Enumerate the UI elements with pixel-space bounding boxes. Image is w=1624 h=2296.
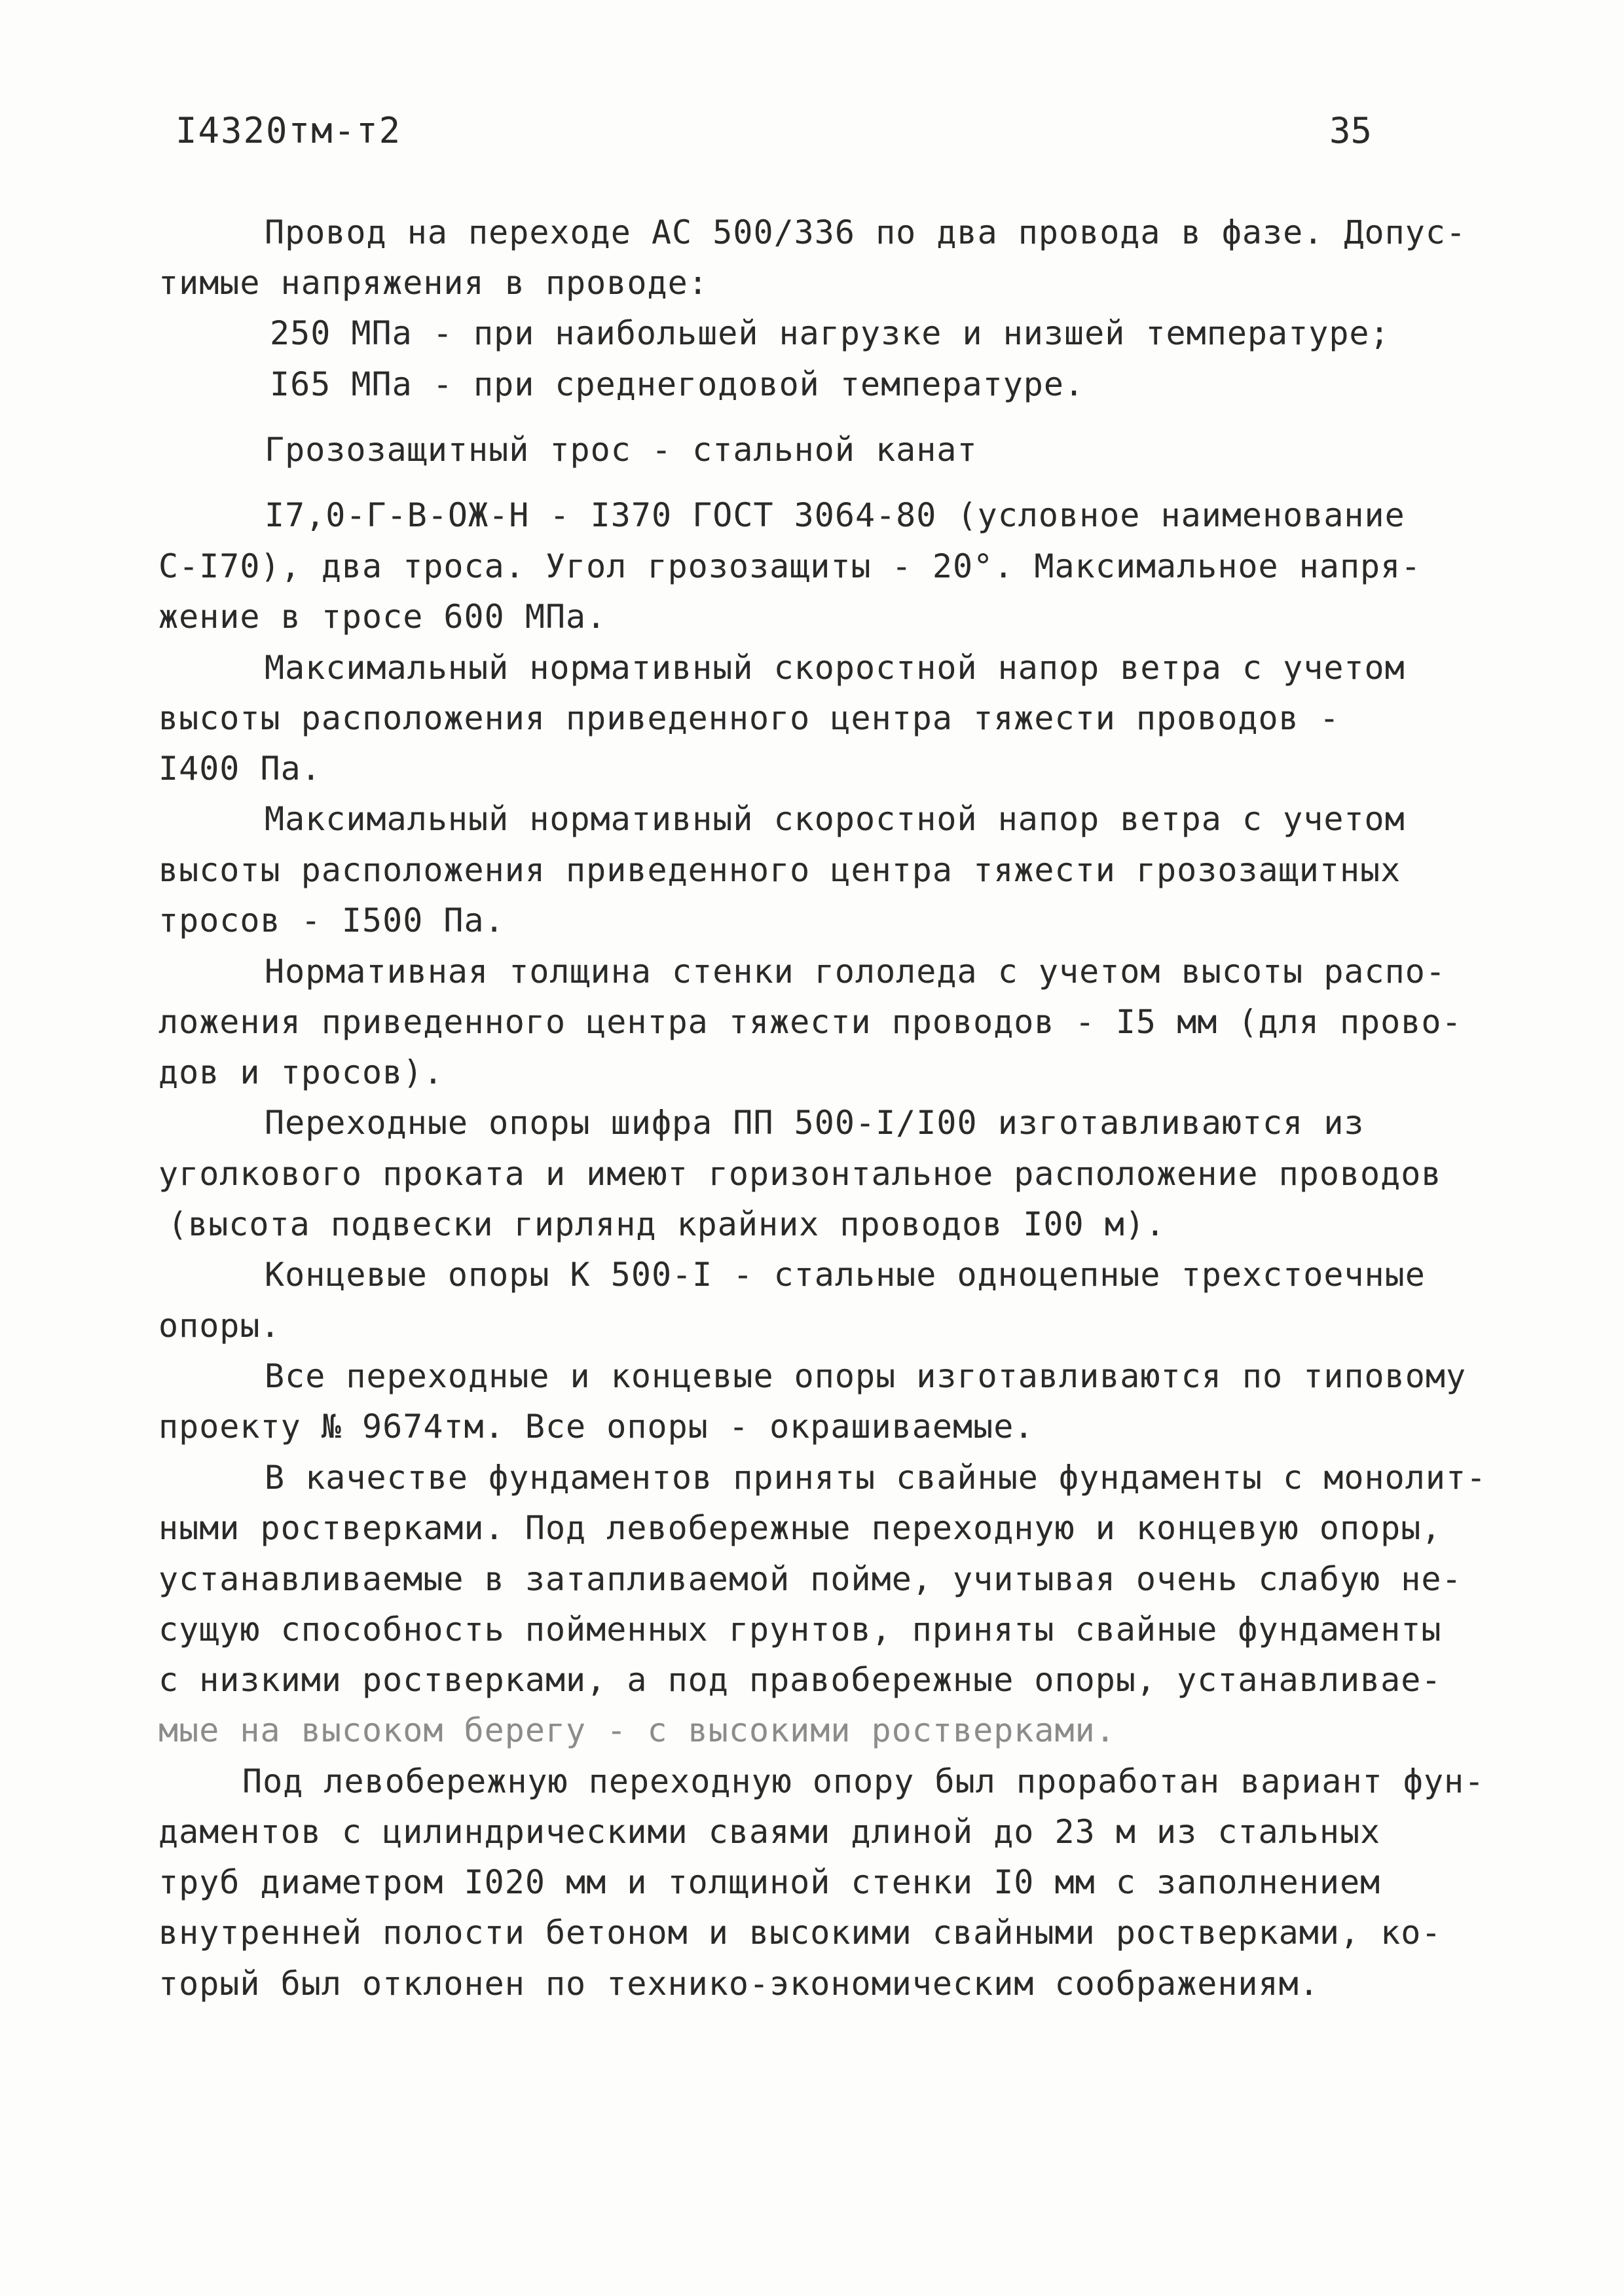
text-line: Все переходные и концевые опоры изготавливаются по типовому xyxy=(265,1357,1467,1395)
text-line: жение в тросе 600 МПа. xyxy=(158,598,607,636)
text-line: внутренней полости бетоном и высокими свайными ростверками, ко- xyxy=(158,1914,1442,1952)
text-line: (высота подвески гирлянд крайних проводов I00 м). xyxy=(168,1205,1166,1243)
text-line: Грозозащитный трос - стальной канат xyxy=(265,431,978,469)
text-line: уголкового проката и имеют горизонтальное расположение проводов xyxy=(158,1155,1442,1193)
text-line: Максимальный нормативный скоростной напор ветра с учетом xyxy=(265,800,1405,838)
text-line: Нормативная толщина стенки гололеда с учетом высоты распо- xyxy=(265,953,1446,991)
text-line: тимые напряжения в проводе: xyxy=(158,264,709,302)
text-line: устанавливаемые в затапливаемой пойме, учитывая очень слабую не- xyxy=(158,1560,1462,1598)
text-line: труб диаметром I020 мм и толщиной стенки I0 мм с заполнением xyxy=(158,1863,1381,1901)
text-line: мые на высоком берегу - с высокими ростверками. xyxy=(158,1711,1116,1749)
text-line: В качестве фундаментов приняты свайные фундаменты с монолит- xyxy=(265,1459,1487,1497)
text-line: Максимальный нормативный скоростной напор ветра с учетом xyxy=(265,649,1405,687)
document-code: I4320тм-т2 xyxy=(175,110,402,151)
text-line: проекту № 9674тм. Все опоры - окрашиваемые. xyxy=(158,1408,1035,1446)
text-line: С-I70), два троса. Угол грозозащиты - 20°. Максимальное напря- xyxy=(158,547,1422,585)
text-line: дов и тросов). xyxy=(158,1053,444,1091)
text-line: Концевые опоры К 500-I - стальные одноцепные трехстоечные xyxy=(265,1256,1426,1294)
text-line: торый был отклонен по технико-экономическим соображениям. xyxy=(158,1965,1320,2003)
text-line: с низкими ростверками, а под правобережные опоры, устанавливае- xyxy=(158,1661,1442,1699)
text-line: высоты расположения приведенного центра тяжести грозозащитных xyxy=(158,851,1401,889)
text-line: I400 Па. xyxy=(158,750,322,788)
page-number: 35 xyxy=(1329,110,1373,151)
text-line: Под левобережную переходную опору был проработан вариант фун- xyxy=(242,1762,1485,1800)
text-line: Переходные опоры шифра ПП 500-I/I00 изготавливаются из xyxy=(265,1104,1365,1142)
text-line: ложения приведенного центра тяжести проводов - I5 мм (для прово- xyxy=(158,1003,1462,1041)
text-line: ными ростверками. Под левобережные переходную и концевую опоры, xyxy=(158,1509,1442,1547)
text-line: I7,0-Г-В-ОЖ-Н - I370 ГОСТ 3064-80 (условное наименование xyxy=(265,496,1405,534)
text-line: Провод на переходе АС 500/336 по два провода в фазе. Допус- xyxy=(265,213,1467,251)
text-line: сущую способность пойменных грунтов, приняты свайные фундаменты xyxy=(158,1611,1442,1649)
text-line: тросов - I500 Па. xyxy=(158,902,505,939)
text-line: 250 МПа - при наибольшей нагрузке и низшей температуре; xyxy=(270,314,1390,352)
text-line: высоты расположения приведенного центра тяжести проводов - xyxy=(158,699,1340,737)
text-line: опоры. xyxy=(158,1307,281,1345)
text-line: даментов с цилиндрическими сваями длиной до 23 м из стальных xyxy=(158,1813,1381,1851)
text-line: I65 МПа - при среднегодовой температуре. xyxy=(270,365,1085,403)
